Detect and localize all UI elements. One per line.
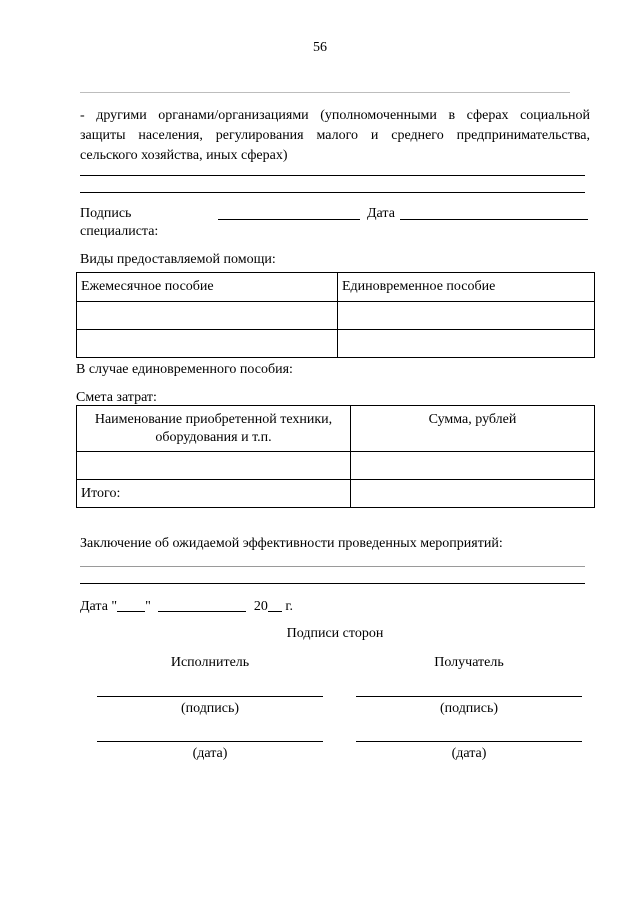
fill-line-2 <box>80 192 585 193</box>
estimate-total-label: Итого: <box>77 480 351 508</box>
monthly-benefit-header: Ежемесячное пособие <box>77 273 338 302</box>
conclusion-line-1 <box>80 566 585 567</box>
conclusion-line-2 <box>80 583 585 584</box>
one-time-benefit-header: Единовременное пособие <box>338 273 595 302</box>
recipient-signature-caption: (подпись) <box>439 701 499 716</box>
date-mid: " <box>145 599 151 614</box>
one-time-benefit-cell-2[interactable] <box>338 330 595 358</box>
year-prefix: 20 <box>253 599 268 614</box>
estimate-table <box>76 405 595 508</box>
specialist-signature-field[interactable] <box>218 204 360 220</box>
year-field[interactable] <box>268 597 282 612</box>
help-types-table <box>76 272 595 358</box>
monthly-benefit-cell-2[interactable] <box>77 330 338 358</box>
executor-label: Исполнитель <box>170 655 250 670</box>
month-field[interactable] <box>158 597 246 612</box>
signature-label-line1: Подпись <box>80 206 132 221</box>
day-field[interactable] <box>117 597 145 612</box>
recipient-date-caption: (дата) <box>451 746 487 761</box>
executor-signature-field[interactable] <box>97 696 323 697</box>
executor-date-caption: (дата) <box>192 746 228 761</box>
estimate-sum-header: Сумма, рублей <box>351 406 595 452</box>
help-types-title: Виды предоставляемой помощи: <box>80 252 276 267</box>
top-divider <box>80 92 570 93</box>
recipient-date-field[interactable] <box>356 741 582 742</box>
date-label: Дата <box>367 206 395 221</box>
date-prefix: Дата " <box>80 599 118 614</box>
estimate-sum-cell[interactable] <box>351 452 595 480</box>
executor-date-field[interactable] <box>97 741 323 742</box>
conclusion-label: Заключение об ожидаемой эффективности проведенных мероприятий: <box>80 536 503 551</box>
estimate-item-cell[interactable] <box>77 452 351 480</box>
estimate-total-cell[interactable] <box>351 480 595 508</box>
monthly-benefit-cell-1[interactable] <box>77 302 338 330</box>
one-time-benefit-cell-1[interactable] <box>338 302 595 330</box>
recipient-signature-field[interactable] <box>356 696 582 697</box>
signature-label-line2: специалиста: <box>80 224 159 239</box>
fill-line-1 <box>80 175 585 176</box>
page-number: 56 <box>313 40 327 55</box>
organizations-paragraph: - другими органами/организациями (уполномоченными в сферах социальной защиты населения, регулирования малого и среднего предпринимательства, сельского хозяйства, иных сферах) <box>80 108 590 163</box>
year-suffix: г. <box>285 599 294 614</box>
recipient-label: Получатель <box>434 655 504 670</box>
estimate-title: Смета затрат: <box>76 390 157 405</box>
estimate-item-header: Наименование приобретенной техники, оборудования и т.п. <box>77 406 351 452</box>
one-time-note: В случае единовременного пособия: <box>76 362 293 377</box>
contract-date-line <box>80 597 293 616</box>
specialist-date-field[interactable] <box>400 204 588 220</box>
executor-signature-caption: (подпись) <box>180 701 240 716</box>
signatures-title: Подписи сторон <box>286 626 384 641</box>
